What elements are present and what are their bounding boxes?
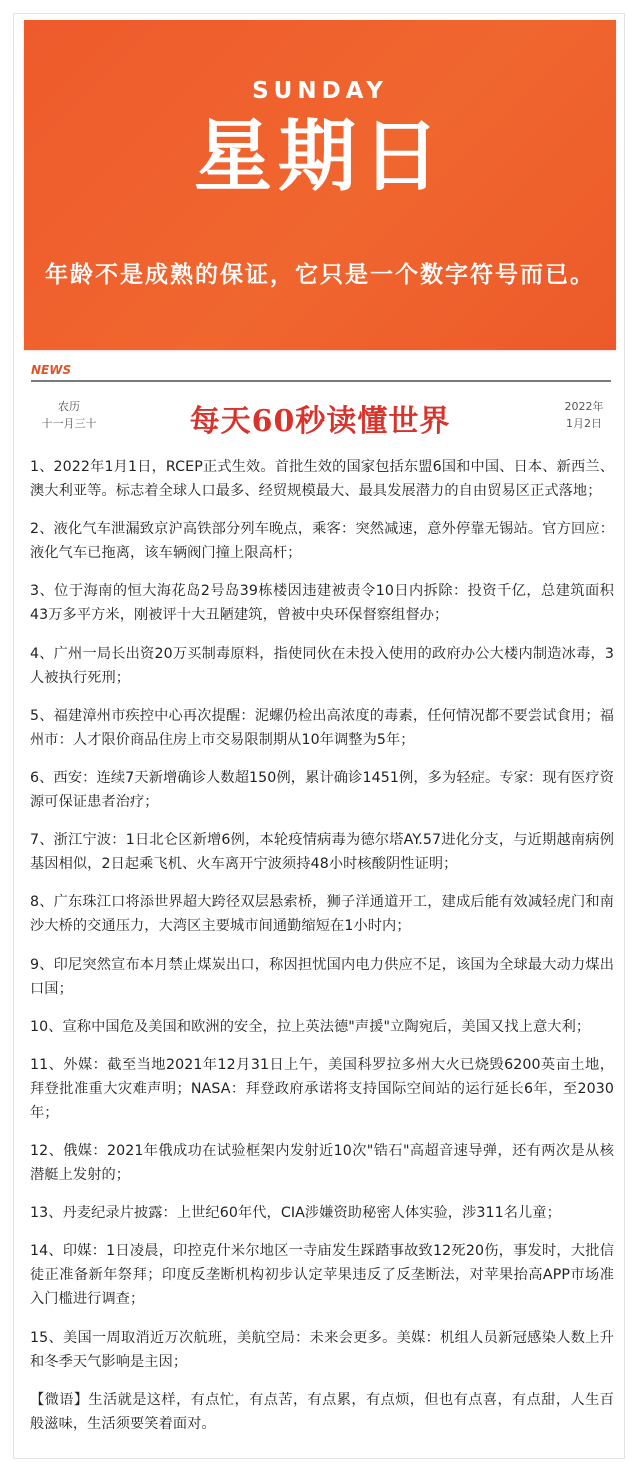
- news-item-1: 1、2022年1月1日，RCEP正式生效。首批生效的国家包括东盟6国和中国、日本、新西兰、澳大利亚等。标志着全球人口最多、经贸规模最大、最具发展潜力的自由贸易区正式落地；: [30, 459, 614, 499]
- news-item-5: 5、福建漳州市疾控中心再次提醒：泥螺仍检出高浓度的毒素，任何情况都不要尝试食用；福州市：人才限价商品住房上市交易限制期从10年调整为5年；: [30, 707, 614, 748]
- news-item-4: 4、广州一局长出资20万买制毒原料，指使同伙在未投入使用的政府办公大楼内制造冰毒，3人被执行死刑；: [30, 645, 614, 686]
- news-item-8: 8、广东珠江口将添世界超大跨径双层悬索桥，狮子洋通道开工，建成后能有效减轻虎门和南沙大桥的交通压力，大湾区主要城市间通勤缩短在1小时内；: [30, 894, 614, 935]
- news-item-2: 2、液化气车泄漏致京沪高铁部分列车晚点，乘客：突然减速，意外停靠无锡站。官方回应：液化气车已拖离，该车辆阀门撞上限高杆；: [30, 521, 614, 562]
- news-item-6: 6、西安：连续7天新增确诊人数超150例，累计确诊1451例，多为轻症。专家：现有医疗资源可保证患者治疗；: [30, 769, 614, 810]
- daily-quote: 【微语】生活就是这样，有点忙，有点苦，有点累，有点烦，但也有点喜，有点甜，人生百般滋味，生活须要笑着面对。: [30, 1391, 614, 1432]
- sunday-banner: [24, 20, 616, 350]
- news-item-10: 10、宣称中国危及美国和欧洲的安全，拉上英法德"声援"立陶宛后，美国又找上意大利；: [30, 1018, 591, 1035]
- news-item-13: 13、丹麦纪录片披露：上世纪60年代，CIA涉嫌资助秘密人体实验，涉311名儿童；: [30, 1205, 561, 1222]
- date-month-day: 1月2日: [566, 417, 602, 430]
- news-list: [30, 455, 614, 1447]
- news-item-7: 7、浙江宁波：1日北仑区新增6例，本轮疫情病毒为德尔塔AY.57进化分支，与近期越南病例基因相似，2日起乘飞机、火车离开宁波须持48小时核酸阴性证明；: [30, 832, 614, 873]
- news-tag: NEWS: [31, 363, 72, 377]
- header-divider: [31, 380, 611, 382]
- page-title: 每天60秒读懂世界: [189, 404, 451, 439]
- date-year: 2022年: [564, 400, 604, 413]
- lunar-label: 农历: [58, 400, 80, 413]
- lunar-day: 十一月三十: [41, 417, 97, 430]
- banner-motto: 年龄不是成熟的保证，它只是一个数字符号而已。: [45, 262, 595, 288]
- banner-day-en: SUNDAY: [252, 78, 388, 104]
- news-item-12: 12、俄媒：2021年俄成功在试验框架内发射近10次"锆石"高超音速导弹，还有两次是从核潜艇上发射的；: [30, 1143, 614, 1184]
- news-item-9: 9、印尼突然宣布本月禁止煤炭出口，称因担忧国内电力供应不足，该国为全球最大动力煤出口国；: [30, 956, 614, 997]
- banner-day-cn: 星期日: [193, 112, 446, 202]
- news-item-15: 15、美国一周取消近万次航班，美航空局：未来会更多。美媒：机组人员新冠感染人数上升和冬季天气影响是主因；: [30, 1329, 614, 1370]
- gregorian-date: [556, 398, 612, 432]
- news-item-11: 11、外媒：截至当地2021年12月31日上午，美国科罗拉多州大火已烧毁6200英亩土地，拜登批准重大灾难声明；NASA：拜登政府承诺将支持国际空间站的运行延长6年，至2030年；: [30, 1056, 614, 1121]
- news-item-3: 3、位于海南的恒大海花岛2号岛39栋楼因违建被责令10日内拆除：投资千亿，总建筑面积43万多平方米，刚被评十大丑陋建筑，曾被中央环保督察组督办；: [30, 583, 614, 624]
- news-item-14: 14、印媒：1日凌晨，印控克什米尔地区一寺庙发生踩踏事故致12死20伤，事发时，大批信徒正准备新年祭拜；印度反垄断机构初步认定苹果违反了反垄断法，对苹果抬高APP市场准入门槛进行调查；: [30, 1243, 614, 1308]
